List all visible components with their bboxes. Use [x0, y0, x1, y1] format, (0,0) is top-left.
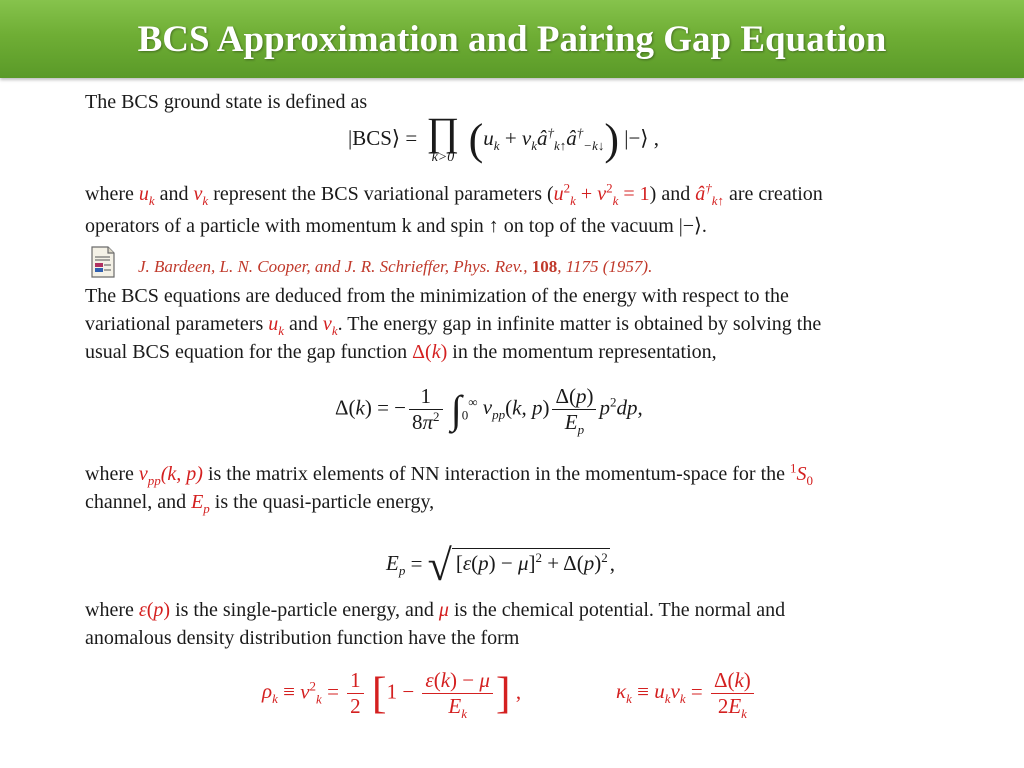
quasiparticle-energy-equation: $E_p$ = √ $[\varepsilon(p) - \mu]^2 + \Delta(p)^2$,: [386, 541, 615, 590]
reference-authors: J. Bardeen, L. N. Cooper, and J. R. Schrieffer, Phys. Rev.,: [138, 257, 528, 276]
normal-density-equation: $\rho_k \equiv v^2_k$ = $\frac{1}{2}$ [1 − $\frac{\varepsilon(k) - \mu}{E_k}$ ] ,: [262, 668, 522, 722]
bcs-equations-text: [85, 282, 965, 366]
intro-text: The BCS ground state is defined as: [85, 91, 368, 113]
p2-a: where: [85, 183, 134, 205]
p2-c: represent the BCS variational parameters (: [213, 183, 554, 205]
p4-line3: usual BCS equation for the gap function Δ(k) in the momentum representation,: [85, 341, 717, 363]
interaction-text: where $v_{pp}(k$, p) is the matrix elements of NN interaction in the momentum-space for the $^1S_0$ channel, and $E_p$ is the quasi-particle energy,: [85, 460, 814, 516]
document-icon[interactable]: [90, 246, 116, 278]
p2-d: ) and: [649, 183, 691, 205]
p4-line2: variational parameters $u_k$ and $v_k$. The energy gap in infinite matter is obtained by solving the: [85, 313, 822, 338]
reference-volume: 108: [531, 257, 558, 276]
reference-citation[interactable]: [138, 257, 652, 277]
density-text: where ε(p) is the single-particle energy, and μ is the chemical potential. The normal and anomalous density distribution function have the form: [85, 596, 965, 652]
product-limit: k>0: [431, 150, 455, 165]
reference-pages: , 1175 (1957).: [557, 257, 653, 276]
title-bar: [0, 0, 1024, 78]
gap-equation: Δ(k) = − $\frac{1}{8\pi^2}$ $\int_0^\infty$ $v_{pp}(k$, p) $\frac{\Delta(p)}{E_p}$ $p^2dp$,: [335, 384, 643, 438]
operators-text: operators of a particle with momentum k and spin ↑ on top of the vacuum |−⟩.: [85, 215, 707, 237]
p4-line1: The BCS equations are deduced from the minimization of the energy with respect to the: [85, 285, 789, 307]
p2-e: are creation: [728, 183, 823, 205]
product-symbol: ∏ k>0: [426, 109, 460, 165]
p6-line2: anomalous density distribution function have the form: [85, 627, 520, 649]
p2-b: and: [159, 183, 189, 205]
parameters-text: where $u_k$ and $v_k$ represent the BCS variational parameters $(u^2_k + v^2_k = 1)$ and $â^\dagger_{k↑}$ are creation: [85, 180, 823, 208]
bcs-state-equation: |BCS⟩ = ∏ k>0 ($u_k$ + $v_kâ^\dagger_{k↑}â^\dagger_{-k↓}$) |−⟩ ,: [348, 109, 659, 165]
anomalous-density-equation: $\kappa_k \equiv u_kv_k$ = $\frac{\Delta(k)}{2E_k}$: [616, 668, 757, 719]
eq1-lhs: |BCS⟩ =: [348, 125, 418, 150]
slide-title: BCS Approximation and Pairing Gap Equation: [137, 19, 887, 60]
